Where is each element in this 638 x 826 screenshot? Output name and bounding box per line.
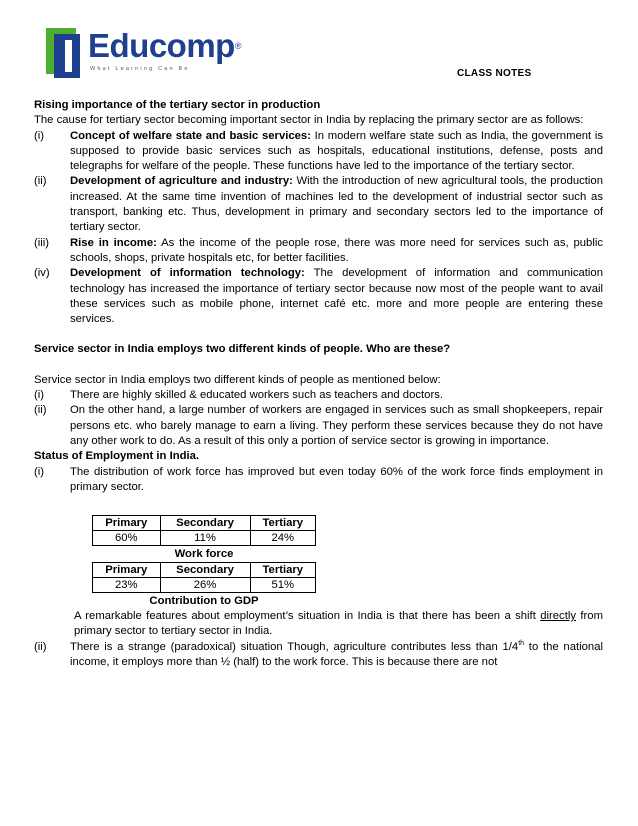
educomp-logo-icon xyxy=(44,24,84,80)
logo-wordmark: Educomp® xyxy=(88,27,241,64)
table-header: Primary xyxy=(93,563,161,578)
list-item: (i) There are highly skilled & educated workers such as teachers and doctors. xyxy=(34,389,443,402)
gdp-table xyxy=(92,562,316,609)
list-item: (i) The distribution of work force has improved but even today 60% of the work force finds employment in primary sector. xyxy=(34,465,603,493)
section-intro: The cause for tertiary sector becoming important sector in India by replacing the primary sector are as follows: xyxy=(34,114,584,127)
table-row: 60% 11% 24% xyxy=(93,531,316,546)
logo-tagline: What Learning Can Be xyxy=(90,66,190,72)
list-item: (iv) Development of information technology: The development of information and communication technology has increased the importance of tertiary sector because now most of the people want to avail these services such as mobile phone, internet café etc. more and more people are entering these services. xyxy=(34,267,603,326)
document-body xyxy=(34,98,603,670)
table-row: 23% 26% 51% xyxy=(93,578,316,593)
section-intro: Service sector in India employs two different kinds of people as mentioned below: xyxy=(34,373,441,386)
list-item: (ii) On the other hand, a large number of workers are engaged in services such as small shopkeepers, repair persons etc. who barely manage to earn a living. They perform these services because they do not have any other work to do. As a result of this only a portion of service sector is growing in importance. xyxy=(34,404,603,447)
remark-paragraph: A remarkable features about employment’s situation in India is that there has been a shift directly from primary sector to tertiary sector in India. xyxy=(74,610,603,638)
workforce-table xyxy=(92,515,316,562)
educomp-logo xyxy=(44,24,241,82)
section-title-tertiary-importance: Rising importance of the tertiary sector in production xyxy=(34,99,321,111)
table-header: Secondary xyxy=(160,516,250,531)
section-title-service-sector: Service sector in India employs two different kinds of people. Who are these? xyxy=(34,343,451,356)
class-notes-label: CLASS NOTES xyxy=(457,68,532,79)
table-caption: Contribution to GDP xyxy=(149,595,259,608)
list-item: (ii) Development of agriculture and industry: With the introduction of new agricultural tools, the production increased. At the same time invention of machines led to the development of industrial sector such as transport, banking etc. Thus, development in primary and secondary sectors led to the importance of tertiary sector. xyxy=(34,175,604,234)
list-item: (iii) Rise in income: As the income of the people rose, there was more need for services such as, public schools, shops, private hospitals etc, for better facilities. xyxy=(34,236,603,264)
table-caption: Work force xyxy=(174,548,234,561)
list-item: (ii) There is a strange (paradoxical) situation Though, agriculture contributes less than 1/4th to the national income, it employs more than ½ (half) to the work force. This is because there are not xyxy=(34,639,603,669)
section-title-employment-status: Status of Employment in India. xyxy=(34,450,200,463)
table-header: Primary xyxy=(93,516,161,531)
list-item: (i) Concept of welfare state and basic services: In modern welfare state such as India, the government is supposed to provide basic services such as hospitals, educational institutions, defense, posts and telegraphs for welfare of the people. These functions have led to the importance of the tertiary sector. xyxy=(34,129,604,173)
table-header: Secondary xyxy=(160,563,250,578)
table-header: Tertiary xyxy=(250,563,315,578)
table-header: Tertiary xyxy=(250,516,315,531)
